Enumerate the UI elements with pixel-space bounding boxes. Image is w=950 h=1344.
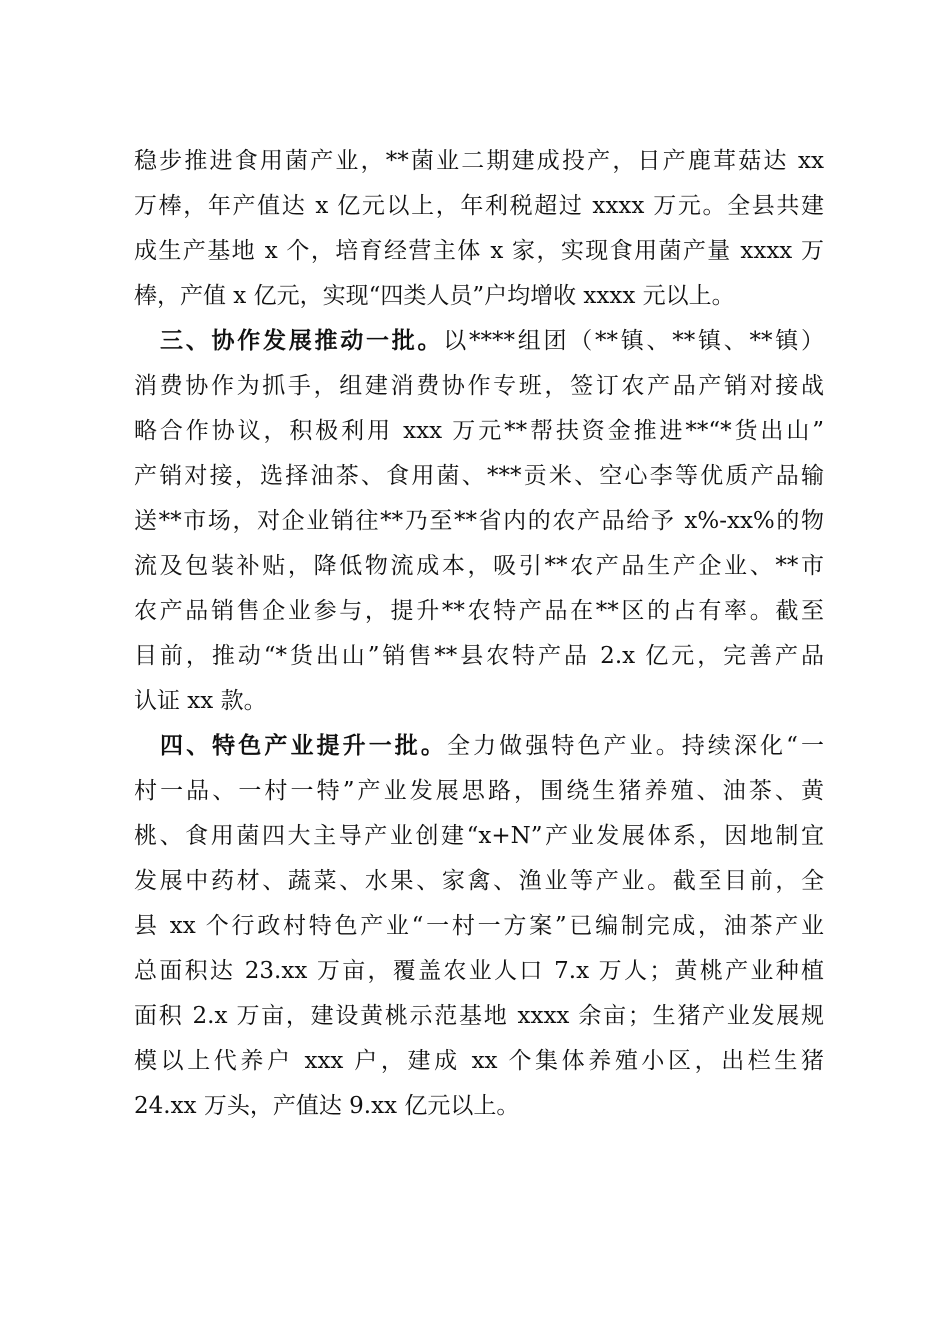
paragraph-3-heading: 四、特色产业提升一批。 xyxy=(160,733,447,759)
paragraph-2-heading: 三、协作发展推动一批。 xyxy=(160,328,444,354)
paragraph-2-line: 流及包装补贴，降低物流成本，吸引**农产品生产企业、**市 xyxy=(134,553,824,579)
paragraph-2-line: 农产品销售企业参与，提升**农特产品在**区的占有率。截至 xyxy=(134,598,824,624)
paragraph-3-line: 桃、食用菌四大主导产业创建“x+N”产业发展体系，因地制宜 xyxy=(134,823,824,849)
paragraph-3-line: 县 xx 个行政村特色产业“一村一方案”已编制完成，油茶产业 xyxy=(134,913,824,939)
paragraph-1-line-4: 棒，产值 x 亿元，实现“四类人员”户均增收 xxxx 元以上。 xyxy=(134,283,735,309)
paragraph-3-line: 村一品、一村一特”产业发展思路，围绕生猪养殖、油茶、黄 xyxy=(134,778,824,804)
paragraph-2-line: 略合作协议，积极利用 xxx 万元**帮扶资金推进**“*货出山” xyxy=(134,418,824,444)
paragraph-2-line: 送**市场，对企业销往**乃至**省内的农产品给予 x%-xx%的物 xyxy=(134,508,824,534)
paragraph-3-line: 发展中药材、蔬菜、水果、家禽、渔业等产业。截至目前，全 xyxy=(134,868,824,894)
paragraph-3-first-line xyxy=(160,731,824,761)
paragraph-2-line: 目前，推动“*货出山”销售**县农特产品 2.x 亿元，完善产品 xyxy=(134,643,824,669)
paragraph-1-line-3: 成生产基地 x 个，培育经营主体 x 家，实现食用菌产量 xxxx 万 xyxy=(134,238,824,264)
paragraph-3-line: 总面积达 23.xx 万亩，覆盖农业人口 7.x 万人；黄桃产业种植 xyxy=(134,958,824,984)
paragraph-3-line: 面积 2.x 万亩，建设黄桃示范基地 xxxx 余亩；生猪产业发展规 xyxy=(134,1003,824,1029)
paragraph-2-line: 认证 xx 款。 xyxy=(134,688,267,714)
paragraph-2-line: 消费协作为抓手，组建消费协作专班，签订农产品产销对接战 xyxy=(134,373,824,399)
paragraph-1-line-1: 稳步推进食用菌产业，**菌业二期建成投产，日产鹿茸菇达 xx xyxy=(134,148,824,174)
paragraph-3-line: 24.xx 万头，产值达 9.xx 亿元以上。 xyxy=(134,1093,520,1119)
paragraph-1-line-2: 万棒，年产值达 x 亿元以上，年利税超过 xxxx 万元。全县共建 xyxy=(134,193,824,219)
paragraph-2-line: 产销对接，选择油茶、食用菌、***贡米、空心李等优质产品输 xyxy=(134,463,824,489)
paragraph-2-first-line xyxy=(160,326,824,356)
paragraph-2-first-line-text: 以****组团（**镇、**镇、**镇） xyxy=(443,328,824,354)
paragraph-3-first-line-text: 全力做强特色产业。持续深化“一 xyxy=(446,733,824,759)
paragraph-3-line: 模以上代养户 xxx 户，建成 xx 个集体养殖小区，出栏生猪 xyxy=(134,1048,824,1074)
